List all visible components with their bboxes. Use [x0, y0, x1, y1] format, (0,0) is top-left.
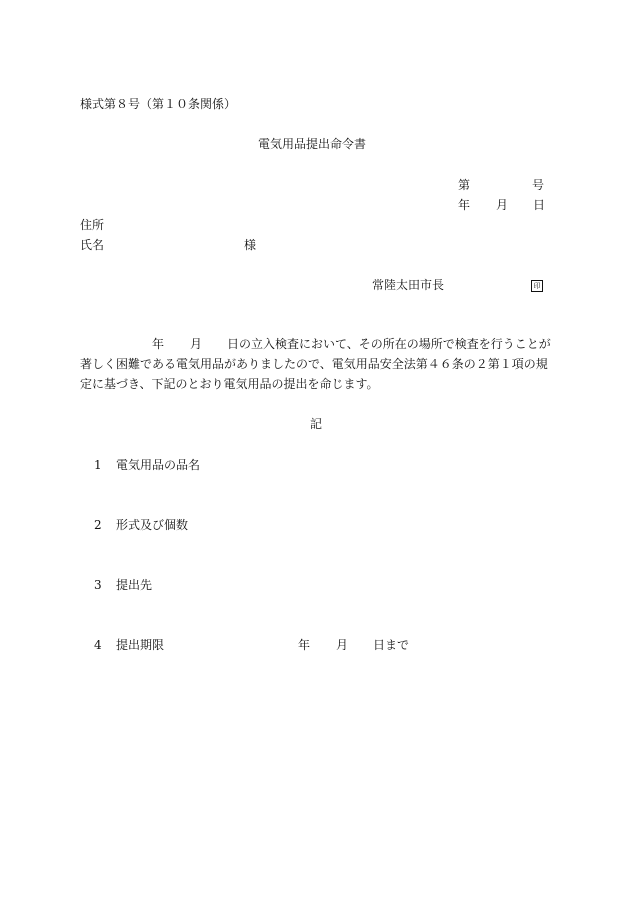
deadline-month: 月: [336, 638, 349, 652]
body-line-2: 著しく困難である電気用品がありましたので、電気用品安全法第４６条の２第１項の規: [80, 357, 548, 371]
number-suffix: 号: [532, 178, 545, 192]
name-label: 氏名: [80, 238, 105, 252]
date-year: 年: [458, 198, 471, 212]
ki-heading: 記: [310, 417, 323, 431]
item-label: 形式及び個数: [116, 518, 189, 532]
body-line-1-rest: 日の立入検査において、その所在の場所で検査を行うことが: [227, 337, 551, 351]
number-prefix: 第: [458, 178, 471, 192]
body-line-3: 定に基づき、下記のとおり電気用品の提出を命じます。: [80, 377, 379, 391]
form-label: 様式第８号（第１０条関係）: [80, 97, 237, 111]
item-number: 2: [94, 518, 102, 532]
item-label: 電気用品の品名: [116, 458, 201, 472]
item-number: 1: [94, 458, 102, 472]
body-month: 月: [190, 337, 203, 351]
address-label: 住所: [80, 218, 105, 232]
item-number: 3: [94, 578, 102, 592]
item-1: [94, 458, 201, 472]
date-month: 月: [496, 198, 509, 212]
item-4: [94, 638, 165, 652]
body-year: 年: [152, 337, 165, 351]
item-number: 4: [94, 638, 102, 652]
issuer-title: 常陸太田市長: [372, 278, 445, 292]
item-label: 提出期限: [116, 638, 165, 652]
deadline-day: 日まで: [373, 638, 410, 652]
seal-mark: 印: [531, 278, 543, 292]
item-2: [94, 518, 189, 532]
document-title: 電気用品提出命令書: [258, 137, 367, 151]
date-day: 日: [533, 198, 546, 212]
item-3: [94, 578, 153, 592]
deadline-year: 年: [298, 638, 311, 652]
honorific: 様: [244, 238, 257, 252]
item-label: 提出先: [116, 578, 153, 592]
